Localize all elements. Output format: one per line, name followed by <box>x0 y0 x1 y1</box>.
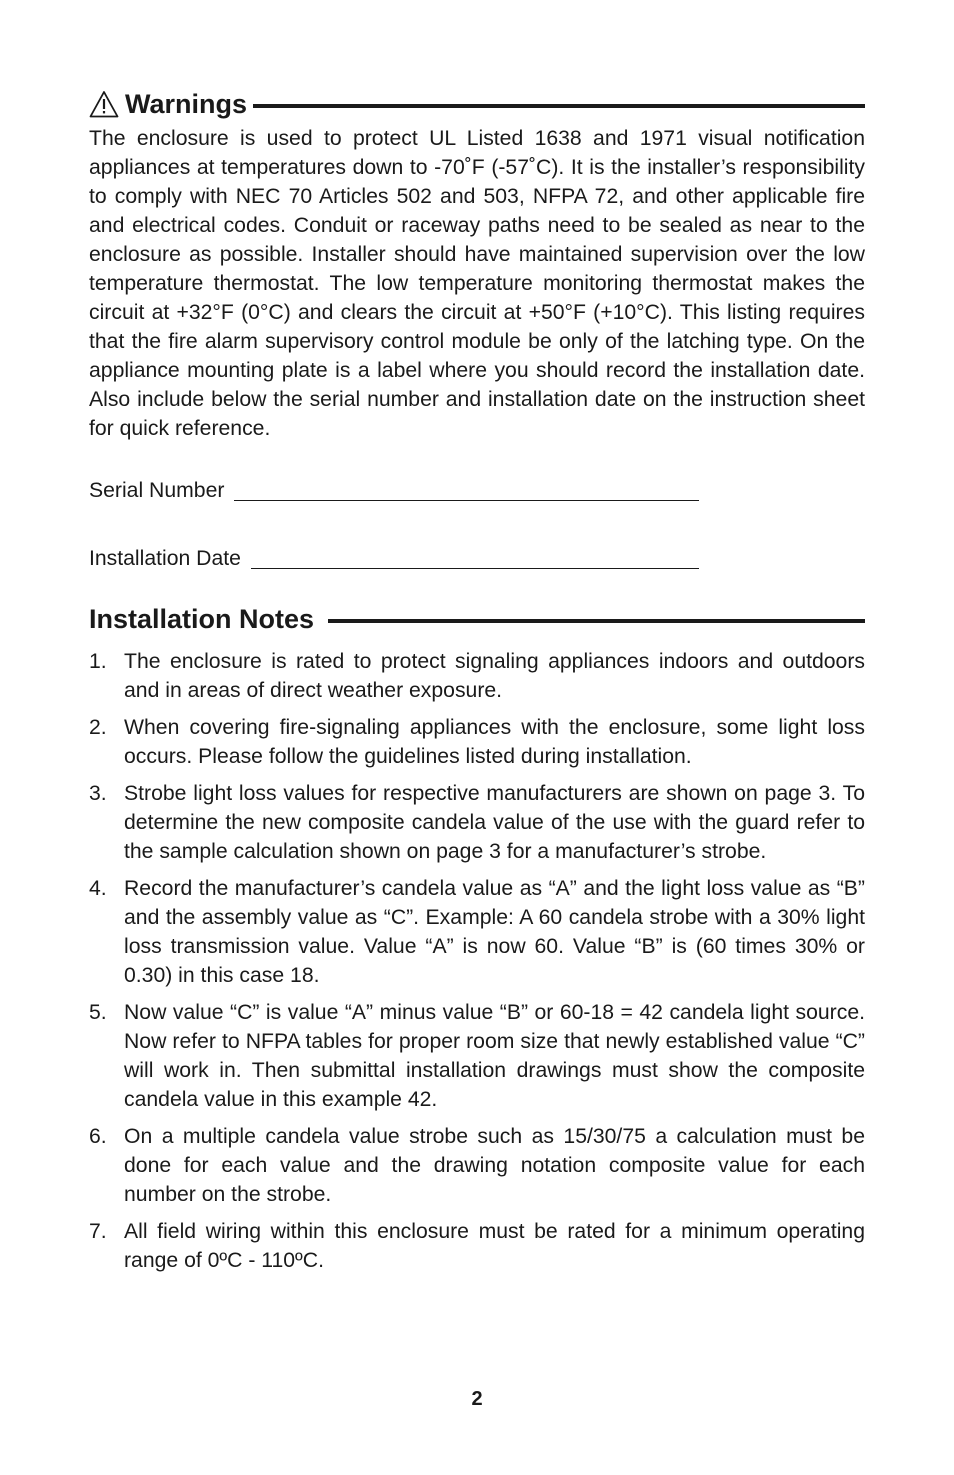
note-text: Strobe light loss values for respective manufacturers are shown on page 3. To determine the new composite candela value of the use with the guard refer to the sample calculation shown on page 3 for a manufacturer’s strobe. <box>124 782 865 863</box>
note-number: 3. <box>89 782 107 805</box>
installation-notes-heading <box>89 599 865 639</box>
page-content <box>89 84 865 1283</box>
note-number: 5. <box>89 1001 107 1024</box>
list-item <box>89 713 865 771</box>
installation-notes-title: Installation Notes <box>89 604 315 634</box>
list-item <box>89 1217 865 1275</box>
warnings-rule <box>253 104 865 108</box>
note-text: Now value “C” is value “A” minus value “B” or 60-18 = 42 candela light source. Now refer to NFPA tables for proper room size that newly established value “C” will work in. Then submittal installation drawings must show the composite candela value in this example 42. <box>124 1001 865 1111</box>
list-item <box>89 779 865 866</box>
note-text: Record the manufacturer’s candela value as “A” and the light loss value as “B” and the assembly value as “C”. Example: A 60 candela strobe with a 30% light loss transmission value. Value “A” is now 60. Value “B” is (60 times 30% or 0.30) in this case 18. <box>124 877 865 987</box>
installation-notes-rule <box>328 619 865 623</box>
warnings-body: The enclosure is used to protect UL Listed 1638 and 1971 visual notification appliances at temperatures down to -70˚F (-57˚C). It is the installer’s responsibility to comply with NEC 70 Articles 502 and 503, NFPA 72, and other applicable fire and electrical codes. Conduit or raceway paths need to be sealed as near to the enclosure as possible. Installer should have maintained supervision over the low temperature thermostat. The low temperature monitoring thermostat makes the circuit at +32°F (0°C) and clears the circuit at +50°F (+10°C). This listing requires that the fire alarm supervisory control module be only of the latching type. On the appliance mounting plate is a label where you should record the installation date. Also include below the serial number and installation date on the instruction sheet for quick reference. <box>89 127 865 440</box>
note-text: When covering fire-signaling appliances with the enclosure, some light loss occurs. Please follow the guidelines listed during installation. <box>124 716 865 768</box>
note-text: All field wiring within this enclosure must be rated for a minimum operating range of 0ºC - 110ºC. <box>124 1220 865 1272</box>
note-number: 6. <box>89 1125 107 1148</box>
note-number: 2. <box>89 716 107 739</box>
note-text: On a multiple candela value strobe such as 15/30/75 a calculation must be done for each value and the drawing notation composite value for each number on the strobe. <box>124 1125 865 1206</box>
serial-number-label: Serial Number <box>89 479 225 502</box>
serial-number-blank <box>234 478 699 501</box>
list-item <box>89 647 865 705</box>
warning-triangle-icon <box>89 90 119 118</box>
note-text: The enclosure is rated to protect signaling appliances indoors and outdoors and in areas of direct weather exposure. <box>124 650 865 702</box>
serial-number-field <box>89 476 699 505</box>
note-number: 1. <box>89 650 107 673</box>
installation-date-blank <box>251 546 699 569</box>
warnings-title: Warnings <box>125 89 248 119</box>
installation-date-field <box>89 544 699 573</box>
installation-date-label: Installation Date <box>89 547 241 570</box>
note-number: 4. <box>89 877 107 900</box>
list-item <box>89 874 865 990</box>
list-item <box>89 998 865 1114</box>
list-item <box>89 1122 865 1209</box>
note-number: 7. <box>89 1220 107 1243</box>
warnings-heading <box>89 84 865 124</box>
installation-notes-list <box>89 647 865 1275</box>
page-number: 2 <box>471 1388 483 1410</box>
